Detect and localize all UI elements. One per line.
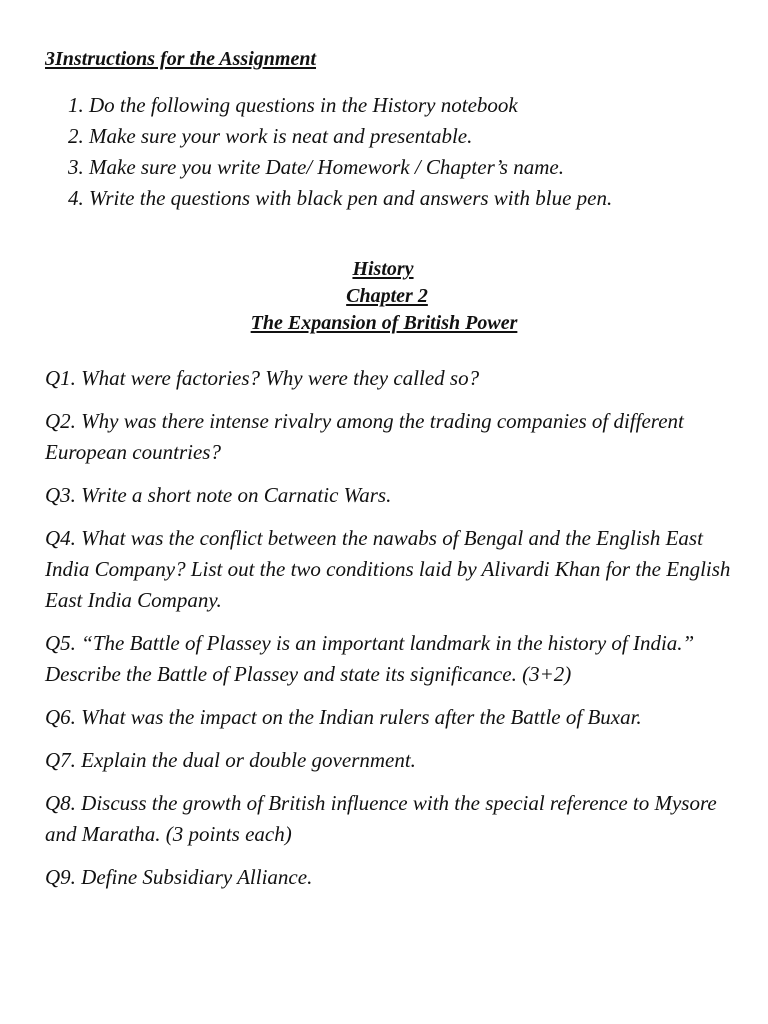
question-item: Q3. Write a short note on Carnatic Wars. xyxy=(45,483,392,507)
instructions-list xyxy=(68,90,612,214)
question-item: Q9. Define Subsidiary Alliance. xyxy=(45,865,313,889)
instruction-item: 4. Write the questions with black pen and answers with blue pen. xyxy=(68,186,613,210)
chapter-name: The Expansion of British Power xyxy=(250,312,518,334)
question-item: Q6. What was the impact on the Indian rulers after the Battle of Buxar. xyxy=(45,705,642,729)
question-item: Q8. Discuss the growth of British influence with the special reference to Mysore and Maratha. (3 points each) xyxy=(45,791,717,846)
instruction-item: 1. Do the following questions in the History notebook xyxy=(68,93,518,117)
question-item: Q4. What was the conflict between the nawabs of Bengal and the English East India Company? List out the two conditions laid by Alivardi Khan for the English East India Company. xyxy=(45,526,731,612)
chapter-title: Chapter 2 xyxy=(346,285,428,307)
instructions-heading: 3Instructions for the Assignment xyxy=(45,48,317,70)
instruction-item: 2. Make sure your work is neat and presentable. xyxy=(68,124,473,148)
subject-title: History xyxy=(352,258,414,280)
question-item: Q7. Explain the dual or double government. xyxy=(45,748,416,772)
questions-list xyxy=(45,363,735,905)
question-item: Q1. What were factories? Why were they called so? xyxy=(45,366,480,390)
question-item: Q2. Why was there intense rivalry among the trading companies of different European countries? xyxy=(45,409,684,464)
question-item: Q5. “The Battle of Plassey is an important landmark in the history of India.” Describe the Battle of Plassey and state its significance. (3+2) xyxy=(45,631,695,686)
instruction-item: 3. Make sure you write Date/ Homework / Chapter’s name. xyxy=(68,155,564,179)
